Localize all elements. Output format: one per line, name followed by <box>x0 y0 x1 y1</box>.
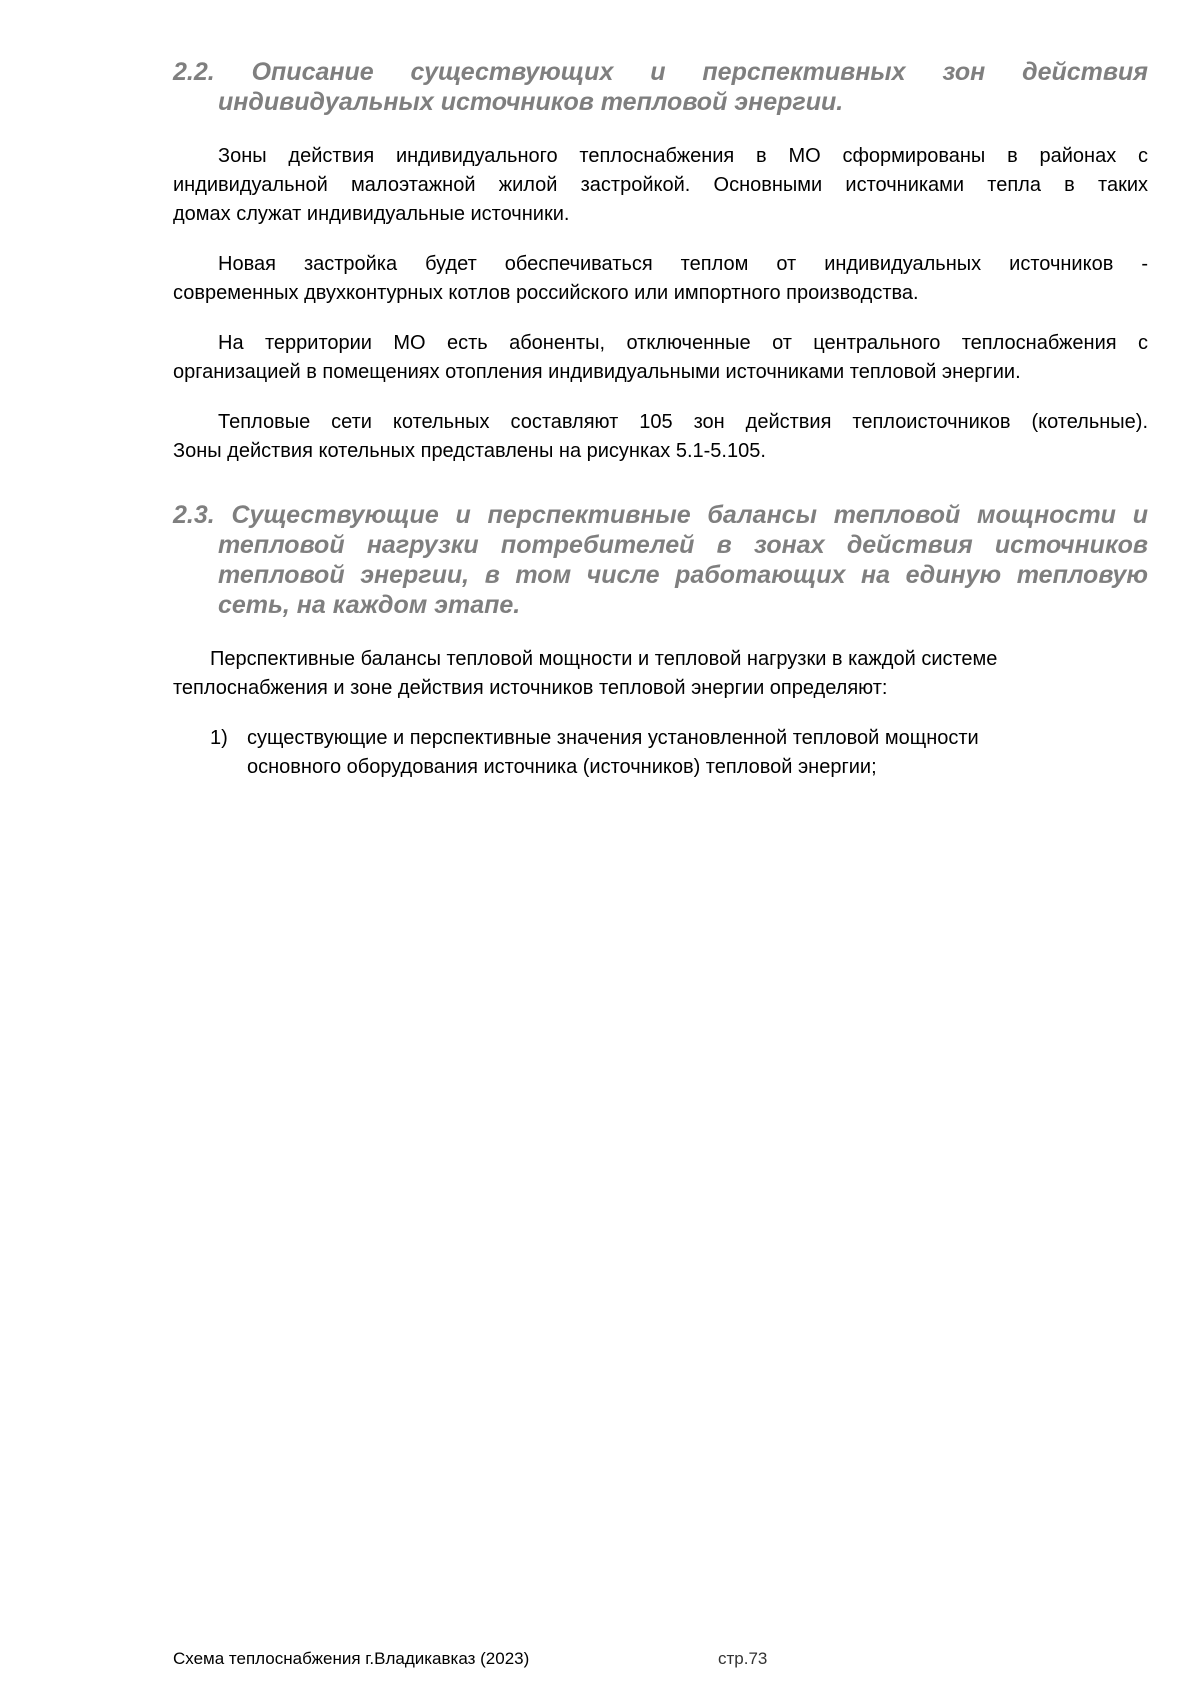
heading-line: 2.3. Существующие и перспективные балансы тепловой мощности и <box>173 501 1148 529</box>
heading-line: сеть, на каждом этапе. <box>218 591 521 619</box>
paragraph-line: Новая застройка будет обеспечиваться теплом от индивидуальных источников - <box>218 253 1148 275</box>
paragraph <box>173 329 1148 387</box>
paragraph <box>173 645 1148 703</box>
paragraph-line: индивидуальной малоэтажной жилой застройкой. Основными источниками тепла в таких <box>173 174 1148 196</box>
paragraph-line: Тепловые сети котельных составляют 105 зон действия теплоисточников (котельные). <box>218 411 1148 433</box>
footer-page-number: стр.73 <box>718 1649 768 1668</box>
paragraph <box>173 408 1148 466</box>
list-item-text <box>247 724 1107 782</box>
section-heading-2-2 <box>173 57 1148 117</box>
heading-line: 2.2. Описание существующих и перспективных зон действия <box>173 58 1148 86</box>
paragraph-line: организацией в помещениях отопления индивидуальными источниками тепловой энергии. <box>173 361 1021 383</box>
list-item-line: основного оборудования источника (источников) тепловой энергии; <box>247 756 877 778</box>
paragraph <box>173 250 1148 308</box>
section-heading-2-3 <box>173 500 1148 620</box>
paragraph-line: домах служат индивидуальные источники. <box>173 203 570 225</box>
list-item-line: существующие и перспективные значения установленной тепловой мощности <box>247 727 979 749</box>
paragraph-line: Перспективные балансы тепловой мощности и тепловой нагрузки в каждой системе <box>210 648 998 670</box>
paragraph-line: Зоны действия котельных представлены на рисунках 5.1-5.105. <box>173 440 766 462</box>
heading-line: тепловой нагрузки потребителей в зонах действия источников <box>218 531 1148 559</box>
paragraph-line: теплоснабжения и зоне действия источников тепловой энергии определяют: <box>173 677 888 699</box>
paragraph-line: современных двухконтурных котлов российского или импортного производства. <box>173 282 919 304</box>
list-item-number: 1) <box>210 727 228 749</box>
paragraph-line: На территории МО есть абоненты, отключенные от центрального теплоснабжения с <box>218 332 1148 354</box>
paragraph-line: Зоны действия индивидуального теплоснабжения в МО сформированы в районах с <box>218 145 1148 167</box>
heading-line: тепловой энергии, в том числе работающих на единую тепловую <box>218 561 1148 589</box>
heading-line: индивидуальных источников тепловой энергии. <box>218 88 844 116</box>
footer-document-title: Схема теплоснабжения г.Владикавказ (2023) <box>173 1649 530 1668</box>
paragraph <box>173 142 1148 229</box>
